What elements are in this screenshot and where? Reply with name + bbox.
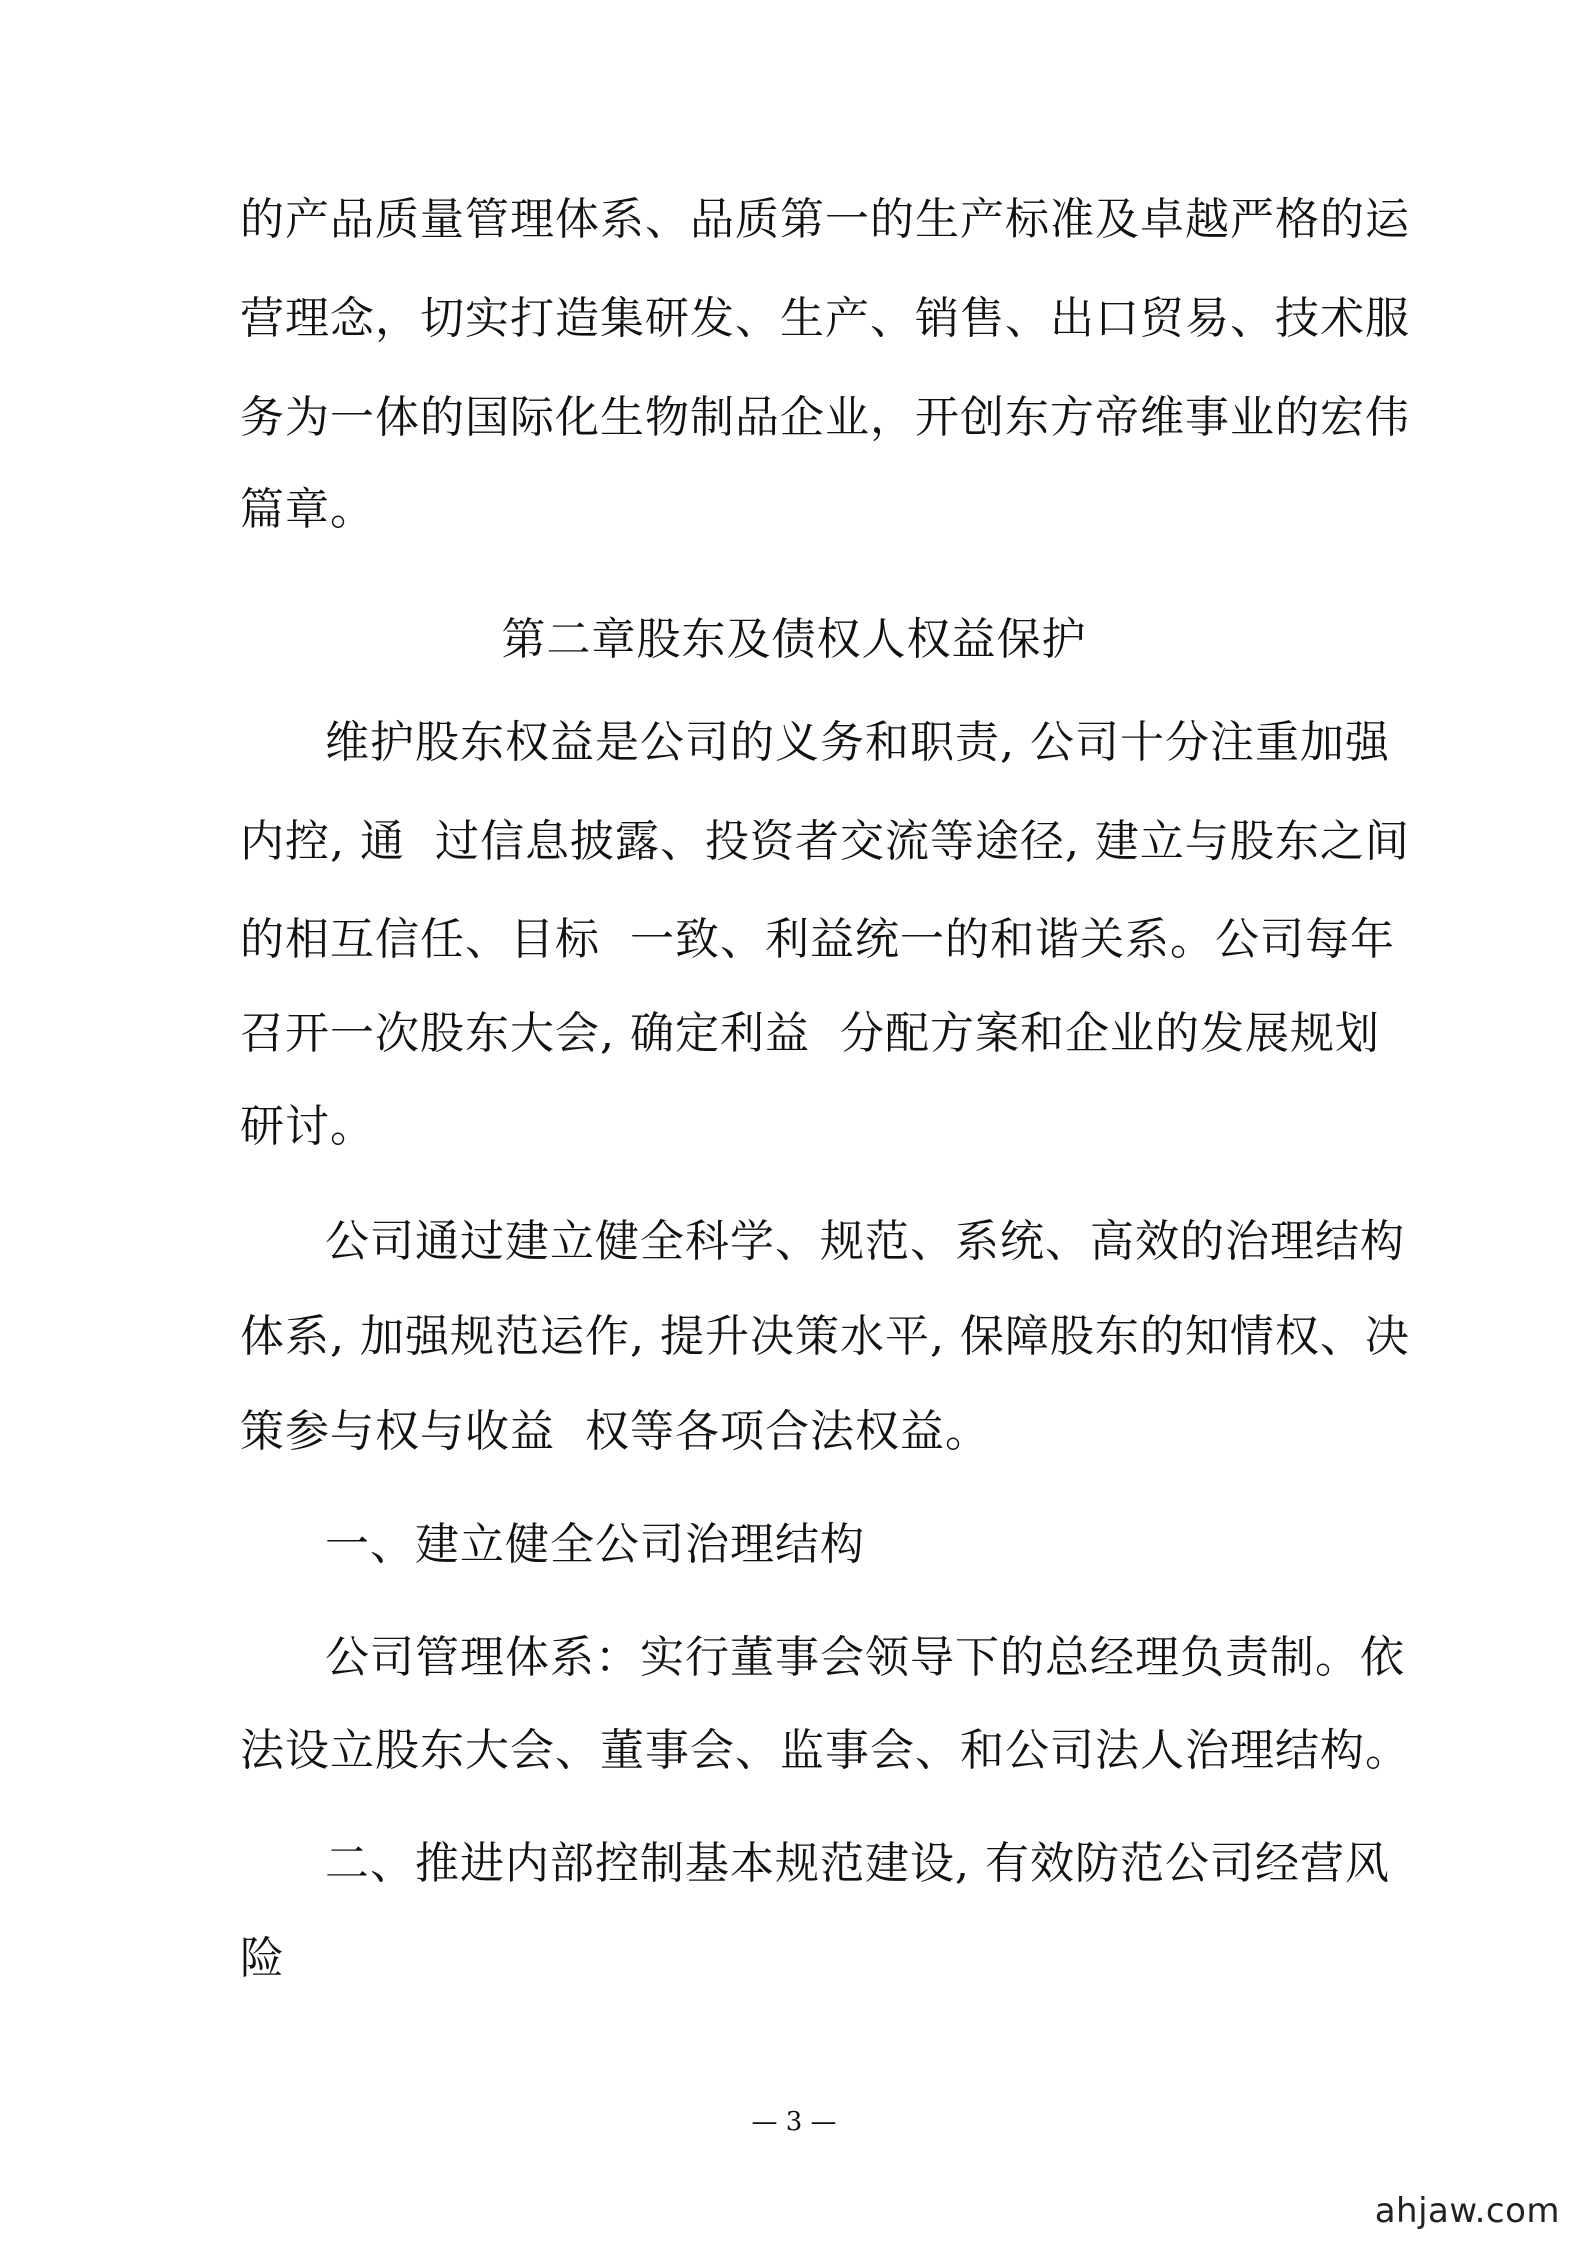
paragraph-line: 的产品质量管理体系、品质第一的生产标准及卓越严格的运	[240, 194, 1410, 245]
paragraph-line: 公司通过建立健全科学、规范、系统、高效的治理结构	[325, 1216, 1405, 1267]
paragraph-line: 的相互信任、目标 一致、利益统一的和谐关系。公司每年	[240, 914, 1395, 965]
paragraph-line: 法设立股东大会、董事会、监事会、和公司法人治理结构。	[240, 1725, 1410, 1776]
watermark: ahjaw.com	[1374, 2191, 1560, 2231]
paragraph-line: 策参与权与收益 权等各项合法权益。	[240, 1406, 990, 1457]
page-number: — 3 —	[751, 2107, 837, 2137]
paragraph-line: 体系, 加强规范运作, 提升决策水平, 保障股东的知情权、决	[240, 1311, 1410, 1362]
paragraph-line: 险	[240, 1933, 285, 1984]
paragraph-line: 召开一次股东大会, 确定利益 分配方案和企业的发展规划	[240, 1008, 1380, 1059]
chapter-heading: 第二章股东及债权人权益保护	[501, 614, 1087, 665]
paragraph-line: 营理念，切实打造集研发、生产、销售、出口贸易、技术服	[240, 293, 1410, 344]
section-heading: 一、建立健全公司治理结构	[325, 1519, 865, 1570]
paragraph-line: 维护股东权益是公司的义务和职责, 公司十分注重加强	[325, 717, 1390, 768]
paragraph-line: 篇章。	[240, 484, 375, 535]
paragraph-line: 研讨。	[240, 1101, 375, 1152]
paragraph-line: 内控, 通 过信息披露、投资者交流等途径, 建立与股东之间	[240, 816, 1410, 867]
section-heading: 二、推进内部控制基本规范建设, 有效防范公司经营风	[325, 1838, 1390, 1889]
paragraph-line: 务为一体的国际化生物制品企业，开创东方帝维事业的宏伟	[240, 392, 1410, 443]
paragraph-line: 公司管理体系：实行董事会领导下的总经理负责制。依	[325, 1632, 1405, 1683]
